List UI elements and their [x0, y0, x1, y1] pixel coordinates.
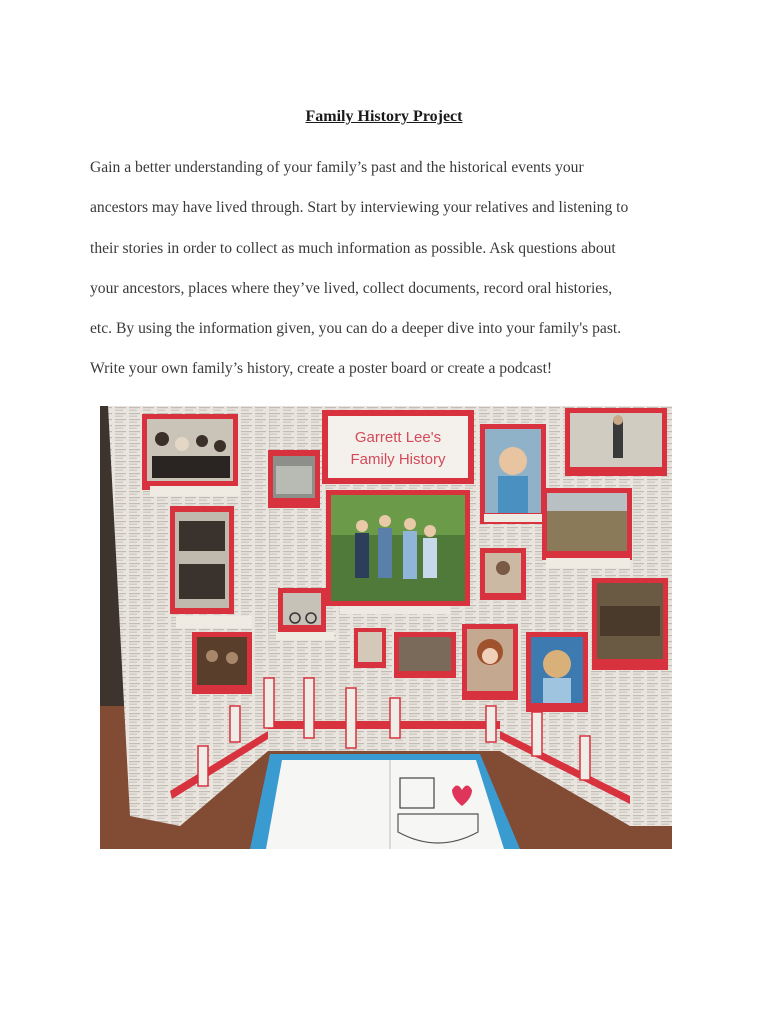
- paragraph-line: etc. By using the information given, you can do a deeper dive into your family's past.: [90, 320, 622, 338]
- paragraph-line: Gain a better understanding of your family’s past and the historical events your: [90, 159, 584, 176]
- page-title: Family History Project: [305, 108, 463, 125]
- paragraph-line: Write your own family’s history, create a poster board or create a podcast!: [90, 360, 553, 378]
- red-ribbon: [268, 721, 500, 729]
- booklet-page: [266, 760, 390, 849]
- poster-board-photo: [100, 406, 672, 849]
- paragraph-line: ancestors may have lived through. Start by interviewing your relatives and listening to: [90, 199, 629, 217]
- paragraph-line: your ancestors, places where they’ve lived, collect documents, record oral histories,: [90, 279, 613, 297]
- poster-board-illustration: [100, 406, 672, 849]
- board-title-line1: Garrett Lee's: [354, 429, 442, 446]
- board-title-line2: Family History: [350, 451, 446, 468]
- intro-paragraph: [90, 148, 690, 390]
- paragraph-line: their stories in order to collect as much information as possible. Ask questions about: [90, 239, 616, 257]
